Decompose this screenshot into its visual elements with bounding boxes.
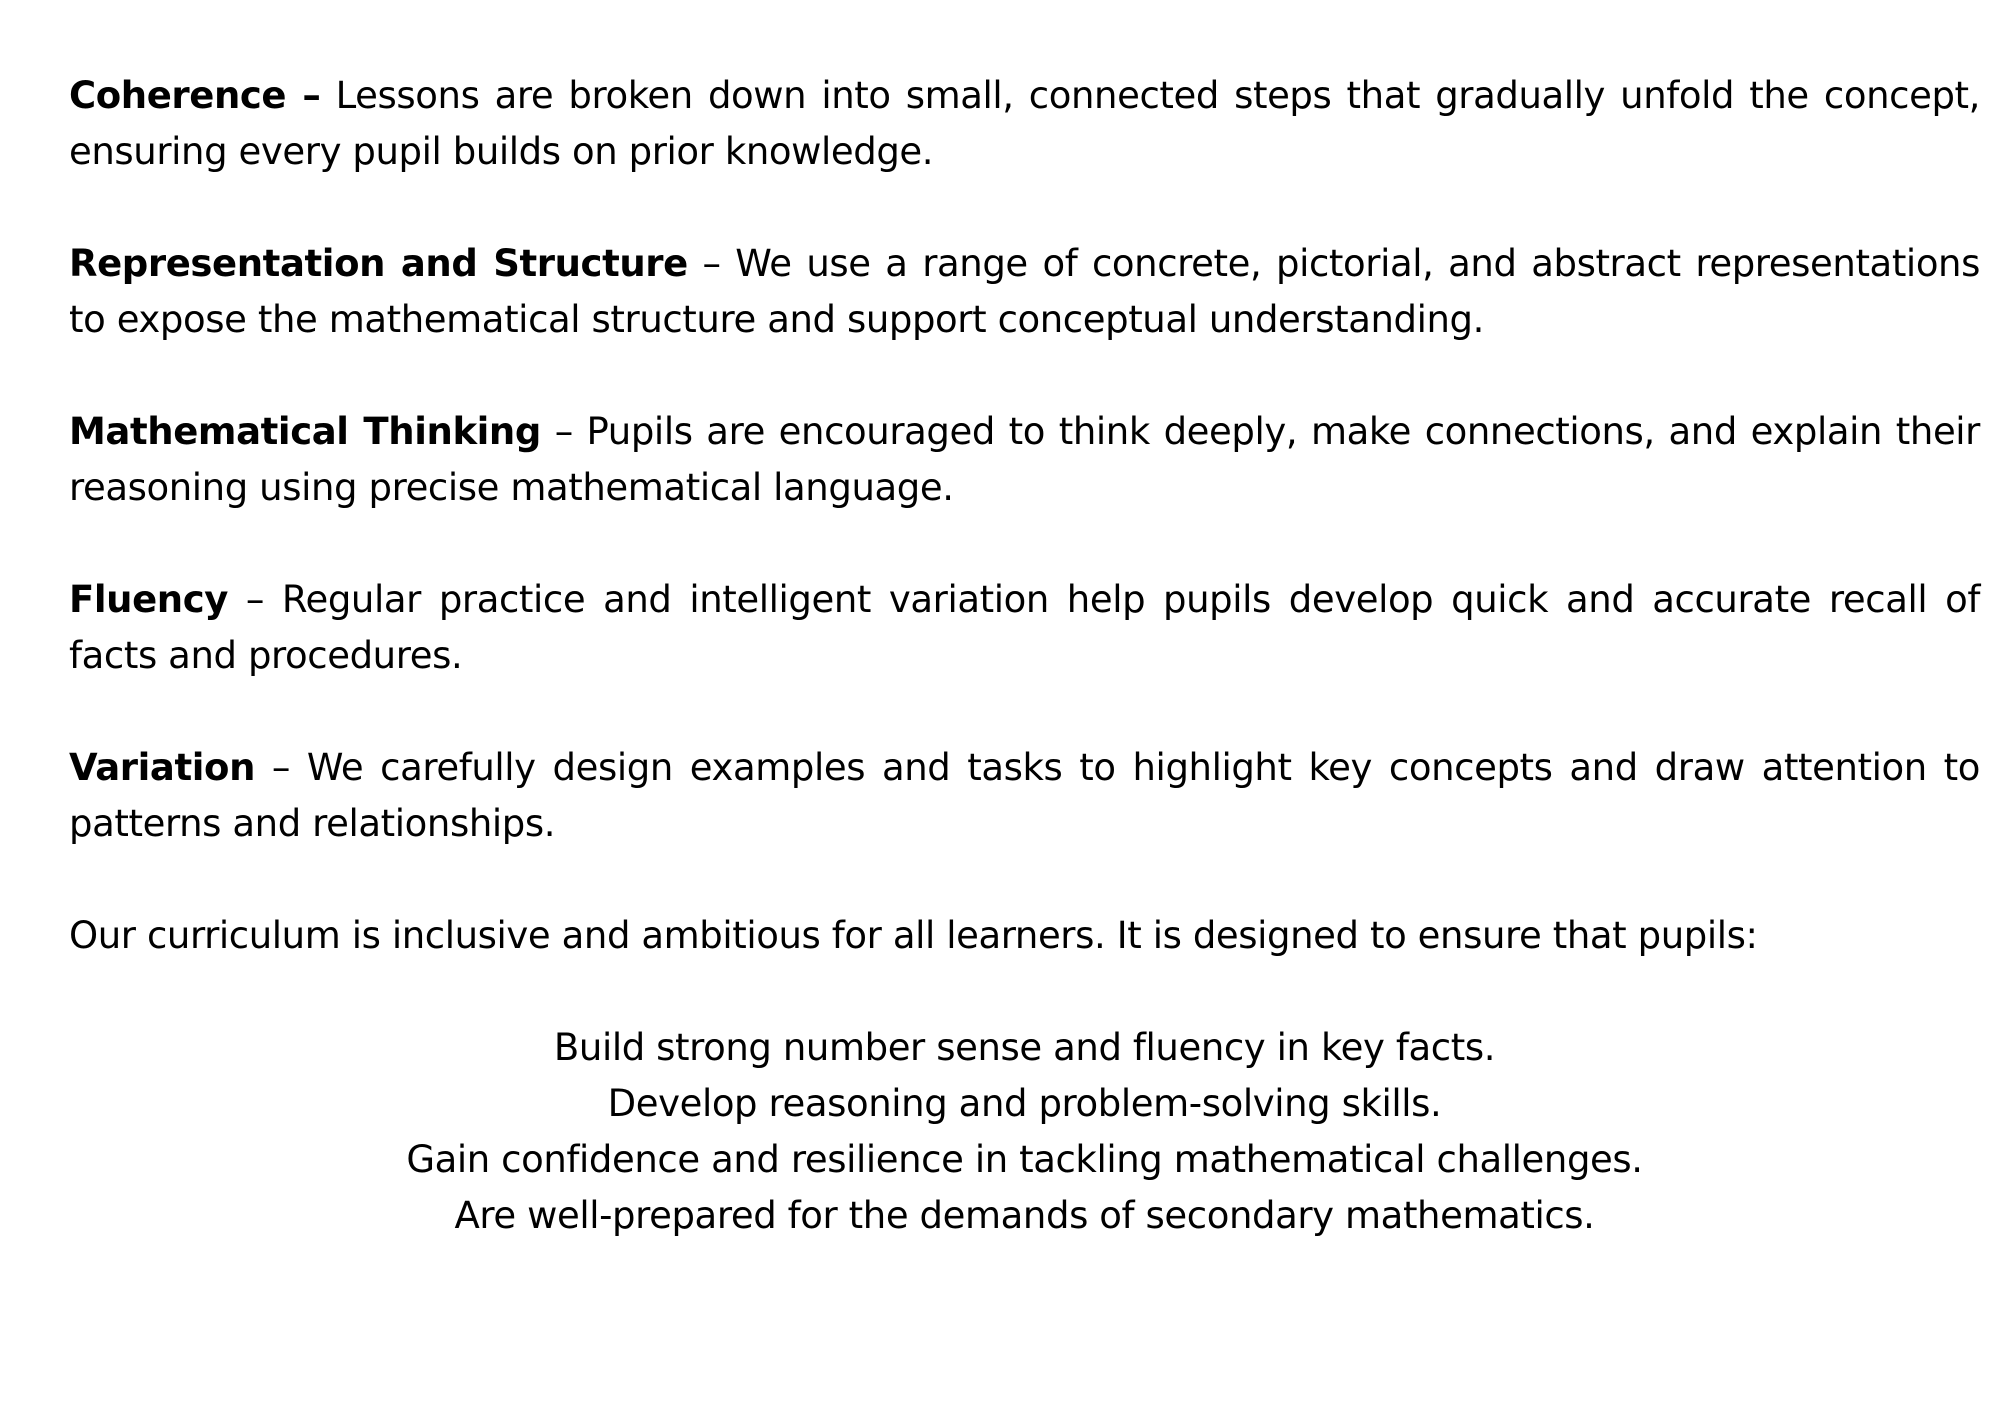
principle-term: Representation and Structure bbox=[69, 242, 688, 285]
principle-description: – We use a range of concrete, pictorial, and abstract representations to expose the mathematical structure and support conceptual understanding. bbox=[69, 242, 1980, 341]
principle-coherence bbox=[69, 68, 1980, 180]
principle-description: – Pupils are encouraged to think deeply, make connections, and explain their reasoning using precise mathematical language. bbox=[69, 410, 1980, 509]
principle-representation-and-structure bbox=[69, 236, 1980, 348]
list-item: Develop reasoning and problem-solving skills. bbox=[607, 1082, 1442, 1125]
curriculum-intro: Our curriculum is inclusive and ambitious for all learners. It is designed to ensure that pupils: bbox=[69, 914, 1758, 957]
principle-variation bbox=[69, 740, 1980, 852]
list-item: Are well-prepared for the demands of secondary mathematics. bbox=[454, 1194, 1595, 1237]
document-page bbox=[69, 68, 1980, 1244]
principle-description: – We carefully design examples and tasks to highlight key concepts and draw attention to patterns and relationships. bbox=[69, 746, 1980, 845]
list-item: Gain confidence and resilience in tackling mathematical challenges. bbox=[406, 1138, 1643, 1181]
principle-mathematical-thinking bbox=[69, 404, 1980, 516]
curriculum-goals-list bbox=[69, 1020, 1980, 1244]
principle-term: Fluency bbox=[69, 578, 228, 621]
list-item: Build strong number sense and fluency in key facts. bbox=[553, 1026, 1496, 1069]
principle-description: Lessons are broken down into small, connected steps that gradually unfold the concept, ensuring every pupil builds on prior knowledge. bbox=[69, 74, 1981, 173]
principle-term: Mathematical Thinking bbox=[69, 410, 541, 453]
principle-fluency bbox=[69, 572, 1980, 684]
principle-term: Variation bbox=[69, 746, 256, 789]
principle-term: Coherence – bbox=[69, 74, 321, 117]
principle-description: – Regular practice and intelligent variation help pupils develop quick and accurate recall of facts and procedures. bbox=[69, 578, 1980, 677]
